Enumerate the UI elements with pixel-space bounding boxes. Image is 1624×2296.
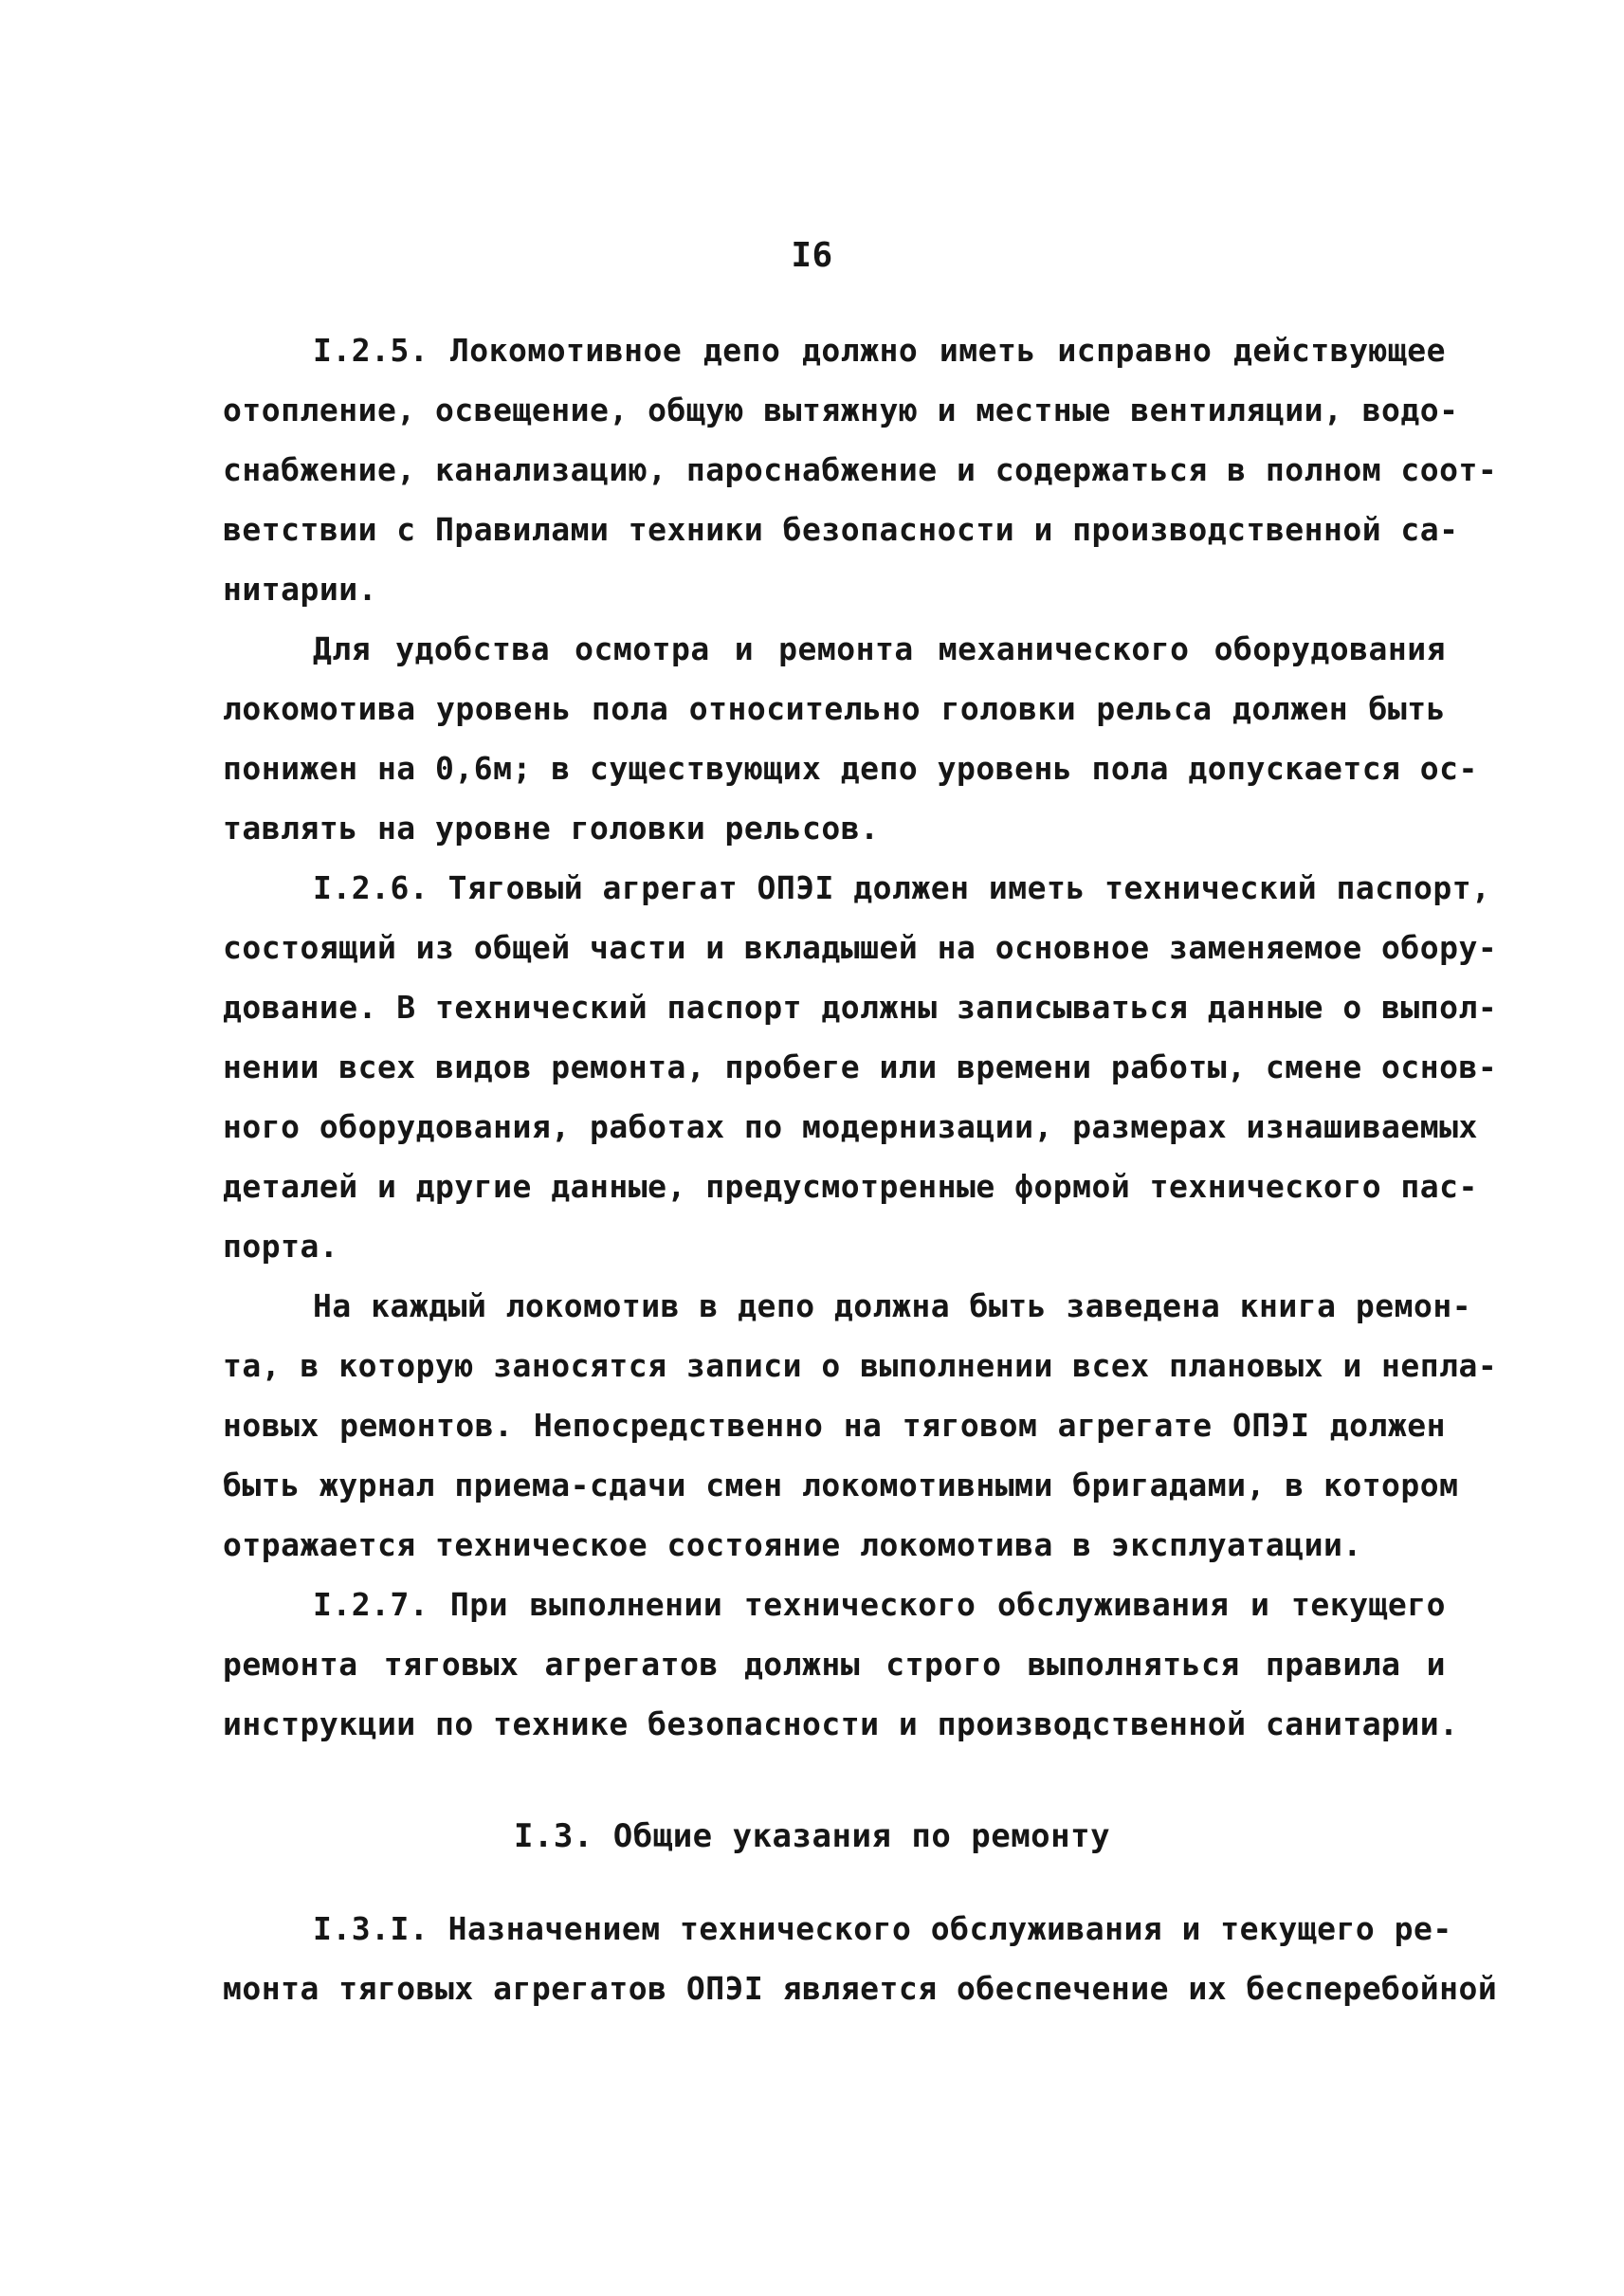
- paragraph-line: ремонта тяговых агрегатов должны строго выполняться правила и: [223, 1646, 1446, 1683]
- paragraph-line: новых ремонтов. Непосредственно на тяговом агрегате ОПЭI должен: [223, 1407, 1446, 1444]
- paragraph-line: нении всех видов ремонта, пробеге или времени работы, смене основ-: [223, 1048, 1498, 1085]
- paragraph-line: быть журнал приема-сдачи смен локомотивными бригадами, в котором: [223, 1467, 1459, 1503]
- paragraph-line: отопление, освещение, общую вытяжную и местные вентиляции, водо-: [223, 392, 1459, 428]
- paragraph-line: отражается техническое состояние локомотива в эксплуатации.: [223, 1526, 1362, 1563]
- paragraph-line: состоящий из общей части и вкладышей на основное заменяемое обору-: [223, 929, 1498, 966]
- paragraph-line: локомотива уровень пола относительно головки рельса должен быть: [223, 690, 1446, 727]
- paragraph-line: дование. В технический паспорт должны записываться данные о выпол-: [223, 989, 1498, 1026]
- paragraph-line: I.2.6. Тяговый агрегат ОПЭI должен иметь технический паспорт,: [313, 869, 1491, 906]
- paragraph-line: монта тяговых агрегатов ОПЭI является обеспечение их бесперебойной: [223, 1970, 1498, 2007]
- paragraph-line: I.3.I. Назначением технического обслуживания и текущего ре-: [313, 1910, 1452, 1947]
- paragraph-line: I.2.7. При выполнении технического обслуживания и текущего: [313, 1586, 1446, 1623]
- paragraph-line: снабжение, канализацию, пароснабжение и содержаться в полном соот-: [223, 451, 1498, 488]
- paragraph-line: порта.: [223, 1228, 339, 1265]
- paragraph-line: I.2.5. Локомотивное депо должно иметь исправно действующее: [313, 332, 1446, 369]
- paragraph-line: понижен на 0,6м; в существующих депо уровень пола допускается ос-: [223, 750, 1478, 787]
- page-number: I6: [791, 236, 833, 275]
- section-heading: I.3. Общие указания по ремонту: [513, 1817, 1111, 1855]
- paragraph-line: ного оборудования, работах по модернизации, размерах изнашиваемых: [223, 1108, 1478, 1145]
- paragraph-line: тавлять на уровне головки рельсов.: [223, 810, 880, 847]
- paragraph-line: ветствии с Правилами техники безопасности и производственной са-: [223, 511, 1459, 548]
- paragraph-line: нитарии.: [223, 571, 377, 608]
- paragraph-line: Для удобства осмотра и ремонта механического оборудования: [313, 630, 1446, 667]
- paragraph-line: На каждый локомотив в депо должна быть заведена книга ремон-: [313, 1287, 1472, 1324]
- paragraph-line: деталей и другие данные, предусмотренные формой технического пас-: [223, 1168, 1478, 1205]
- paragraph-line: инструкции по технике безопасности и производственной санитарии.: [223, 1705, 1459, 1742]
- paragraph-line: та, в которую заносятся записи о выполнении всех плановых и непла-: [223, 1347, 1498, 1384]
